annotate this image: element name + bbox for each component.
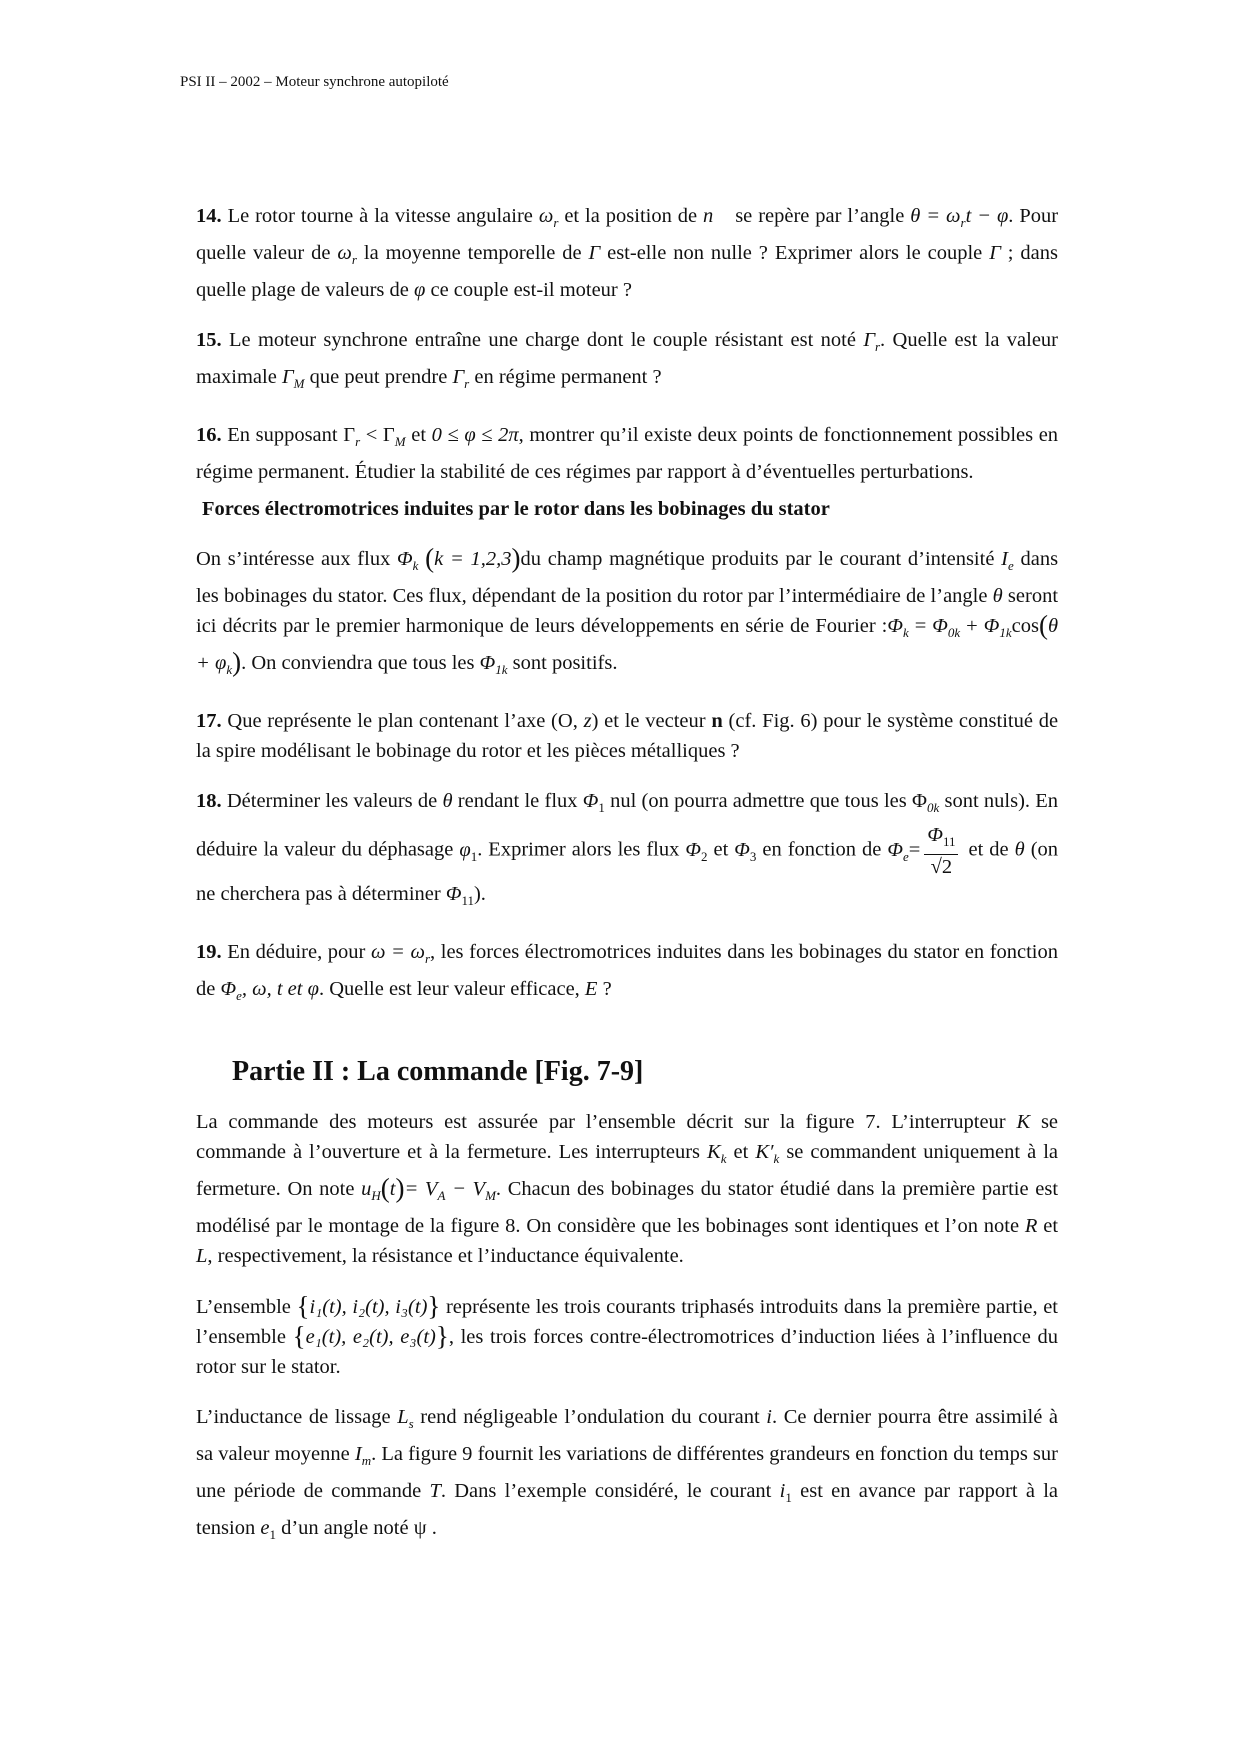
psi: ψ	[413, 1517, 427, 1539]
gamma: Γ	[588, 241, 601, 264]
phi-1: $\Phi_1$	[582, 790, 605, 815]
page-content	[196, 180, 1058, 1557]
current-i1: $i_1$	[779, 1480, 792, 1505]
condition-gamma: $\Gamma_r < \Gamma_M$	[343, 423, 406, 449]
question-number: 16.	[196, 423, 222, 446]
gamma-m: $\Gamma_M$	[281, 366, 305, 391]
vector-n: n⃗	[703, 204, 730, 227]
phi-2: $\Phi_2$	[685, 838, 708, 864]
gamma-r: $\Gamma_r$	[863, 329, 881, 354]
page-header: PSI II – 2002 – Moteur synchrone autopiloté	[180, 74, 449, 90]
part2-paragraph-3: L’inductance de lissage $L_s$ rend négligeable l’ondulation du courant i. Ce dernier pourra être assimilé à sa valeur moyenne $I_m$. La figure 9 fournit les variations de différentes grandeurs en fonction du temps sur une période de commande T. Dans l’exemple considéré, le courant $i_1$ est en avance par rapport à la tension $e_1$ d’un angle noté ψ .	[196, 1406, 1059, 1542]
question-16: 16. En supposant $\Gamma_r < \Gamma_M$ et 0 ≤ φ ≤ 2π, montrer qu’il existe deux points de fonctionnement possibles en régime permanent. Étudier la stabilité de ces régimes par rapport à d’éventuelles perturbations.	[196, 423, 1059, 483]
question-19: 19. En déduire, pour $\omega = \omega_r$, les forces électromotrices induites dans les bobinages du stator en fonction de $\Phi_e$, ω, t et φ. Quelle est leur valeur efficace, E ?	[196, 940, 1059, 1003]
question-number: 17.	[196, 709, 222, 732]
current-ie: $I_e$	[1001, 548, 1014, 573]
voltage-uh: $u_H(t)= V_A - V_M$	[361, 1173, 496, 1203]
condition-phi: 0 ≤ φ ≤ 2π	[431, 423, 519, 446]
inductance-ls: $L_s$	[397, 1406, 414, 1431]
switch-kk: $K_k$	[707, 1141, 727, 1166]
question-17: 17. Que représente le plan contenant l’axe (O, z) et le vecteur n (cf. Fig. 6) pour le système constitué de la spire modélisant le bobinage du rotor et les pièces métalliques ?	[196, 709, 1059, 762]
variables: $\Phi_e$, ω, t et φ	[220, 977, 319, 1003]
gamma-r: $\Gamma_r$	[452, 366, 470, 391]
vector-n: n	[711, 709, 723, 732]
gamma: Γ	[989, 241, 1001, 264]
question-number: 15.	[196, 329, 222, 351]
phi: φ	[414, 278, 426, 301]
question-18: 18. Déterminer les valeurs de θ rendant le flux $\Phi_1$ nul (on pourra admettre que tous les $\Phi_{0k}$ sont nuls). En déduire la valeur du déphasage $\varphi_1$. Exprimer alors les flux $\Phi_2$ et $\Phi_3$ en fonction de $\Phi_e=$ $\frac{\Phi_{11}}{√2}$ et de θ (on ne cherchera pas à déterminer $\Phi_{11}$).	[196, 790, 1059, 908]
question-number: 14.	[196, 204, 222, 227]
phi-e-definition: $\Phi_e=$ $\frac{\Phi_{11}}{√2}$	[887, 839, 962, 861]
fraction: $\frac{\Phi_{11}}{√2}$	[924, 823, 958, 879]
phi-1k: $\Phi_{1k}$	[479, 652, 508, 677]
part-title: Partie II : La commande [Fig. 7-9]	[232, 1055, 644, 1087]
question-15: 15. Le moteur synchrone entraîne une charge dont le couple résistant est noté $\Gamma_r$. Quelle est la valeur maximale $\Gamma_M$ que peut prendre $\Gamma_r$ en régime permanent ?	[196, 329, 1059, 391]
omega-condition: $\omega = \omega_r$	[370, 940, 431, 966]
emf-set: {e₁(t), e₂(t), e₃(t)}	[292, 1320, 449, 1351]
omega-r: $\omega_r$	[538, 204, 559, 230]
part2-paragraph-2: L’ensemble {i₁(t), i₂(t), i₃(t)} représente les trois courants triphasés introduits dans la première partie, et l’ensemble {e₁(t), e₂(t), e₃(t)}, les trois forces contre-électromotrices d’induction liées à l’influence du rotor sur le stator.	[196, 1290, 1059, 1378]
theta-equation: $\theta = \omega_rt - \varphi$	[910, 204, 1009, 230]
fourier-formula: $\Phi_k = \Phi_{0k} + \Phi_{1k}\cos(\theta + \varphi_k)$	[196, 610, 1059, 677]
phi-k: $\Phi_k$	[397, 548, 419, 573]
voltage-e1: $e_1$	[260, 1517, 276, 1542]
current-im: $I_m$	[354, 1443, 372, 1468]
part2-paragraph-1: La commande des moteurs est assurée par l’ensemble décrit sur la figure 7. L’interrupteur K se commande à l’ouverture et à la fermeture. Les interrupteurs $K_k$ et $K'_k$ se commandent uniquement à la fermeture. On note $u_H(t)= V_A - V_M$. Chacun des bobinages du stator étudié dans la première partie est modélisé par le montage de la figure 8. On considère que les bobinages sont identiques et l’on note R et L, respectivement, la résistance et l’inductance équivalente.	[196, 1111, 1059, 1267]
question-14: 14. Le rotor tourne à la vitesse angulaire $\omega_r$ et la position de n⃗ se repère par l’angle $\theta = \omega_rt - \varphi$. Pour quelle valeur de $\omega_r$ la moyenne temporelle de Γ est-elle non nulle ? Exprimer alors le couple Γ ; dans quelle plage de valeurs de φ ce couple est-il moteur ?	[196, 204, 1059, 301]
current-set: {i₁(t), i₂(t), i₃(t)}	[296, 1290, 441, 1321]
phi-3: $\Phi_3$	[734, 838, 757, 864]
theta: θ	[992, 585, 1003, 607]
fem-paragraph: On s’intéresse aux flux $\Phi_k$ (k = 1,2,3)du champ magnétique produits par le courant d’intensité $I_e$ dans les bobinages du stator. Ces flux, dépendant de la position du rotor par l’intermédiaire de l’angle θ seront ici décrits par le premier harmonique de leurs développements en série de Fourier $:\Phi_k = \Phi_{0k} + \Phi_{1k}\cos(\theta + \varphi_k)$. On conviendra que tous les $\Phi_{1k}$ sont positifs.	[196, 543, 1059, 677]
phi-shift-1: $\varphi_1$	[459, 838, 478, 864]
section-heading: Forces électromotrices induites par le rotor dans les bobinages du stator	[202, 497, 830, 520]
switch-kk-prime: $K'_k$	[755, 1141, 780, 1166]
k-set: (k = 1,2,3)	[425, 543, 521, 573]
phi-0k: $\Phi_{0k}$	[911, 790, 940, 815]
question-number: 19.	[196, 940, 222, 963]
phi-11: $\Phi_{11}$	[445, 883, 474, 908]
question-number: 18.	[196, 790, 222, 812]
omega-r: $\omega_r$	[337, 241, 357, 267]
